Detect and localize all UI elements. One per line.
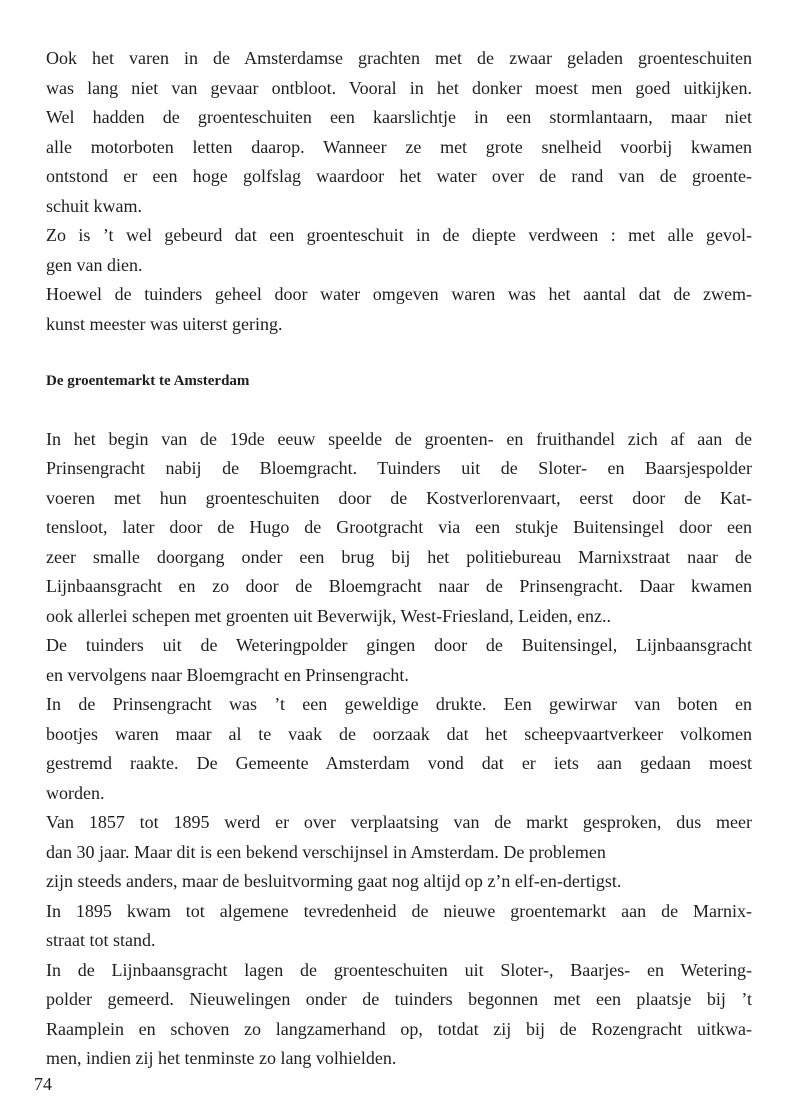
page-body [46,44,752,1074]
text-line: men, indien zij het tenminste zo lang volhielden. [46,1048,397,1068]
paragraph [46,690,752,808]
text-line: Ook het varen in de Amsterdamse grachten met de zwaar geladen groenteschuiten [46,48,752,68]
paragraph [46,44,752,221]
text-line: schuit kwam. [46,195,142,216]
text-line: Raamplein en schoven zo langzamerhand op, totdat zij bij de Rozengracht uitkwa- [46,1018,752,1039]
text-line: De tuinders uit de Weteringpolder gingen door de Buitensingel, Lijnbaansgracht [46,635,752,655]
text-line: gen van dien. [46,254,143,275]
text-line: In de Lijnbaansgracht lagen de groenteschuiten uit Sloter-, Baarjes- en Wetering- [46,959,752,980]
text-line: en vervolgens naar Bloemgracht en Prinsengracht. [46,664,409,685]
text-line: polder gemeerd. Nieuwelingen onder de tuinders begonnen met een plaatsje bij ’t [46,989,752,1009]
paragraph [46,631,752,690]
text-line: Hoewel de tuinders geheel door water omgeven waren was het aantal dat de zwem- [46,284,752,304]
paragraph [46,280,752,339]
text-line: kunst meester was uiterst gering. [46,313,283,334]
text-line: alle motorboten letten daarop. Wanneer ze met grote snelheid voorbij kwamen [46,136,752,157]
paragraph [46,867,752,897]
paragraph [46,221,752,280]
text-line: worden. [46,782,105,803]
text-line: Zo is ’t wel gebeurd dat een groenteschuit in de diepte verdween : met alle gevol- [46,225,752,245]
text-line: Prinsengracht nabij de Bloemgracht. Tuinders uit de Sloter- en Baarsjespolder [46,458,752,478]
text-line: Lijnbaansgracht en zo door de Bloemgracht naar de Prinsengracht. Daar kwamen [46,576,752,596]
text-line: straat tot stand. [46,930,156,950]
text-line: Van 1857 tot 1895 werd er over verplaatsing van de markt gesproken, dus meer [46,812,752,832]
text-line: was lang niet van gevaar ontbloot. Vooral in het donker moest men goed uitkijken. [46,77,752,98]
text-line: In het begin van de 19de eeuw speelde de groenten- en fruithandel zich af aan de [46,428,752,449]
paragraph [46,956,752,1074]
text-line: tensloot, later door de Hugo de Grootgracht via een stukje Buitensingel door een [46,517,752,537]
text-line: gestremd raakte. De Gemeente Amsterdam vond dat er iets aan gedaan moest [46,753,752,773]
text-line: Wel hadden de groenteschuiten een kaarslichtje in een stormlantaarn, maar niet [46,107,752,127]
section-heading: De groentemarkt te Amsterdam [46,373,250,389]
text-line: dan 30 jaar. Maar dit is een bekend verschijnsel in Amsterdam. De problemen [46,841,606,862]
text-line: voeren met hun groenteschuiten door de Kostverlorenvaart, eerst door de Kat- [46,487,752,508]
paragraph [46,808,752,867]
paragraph [46,897,752,956]
text-line: zeer smalle doorgang onder een brug bij het politiebureau Marnixstraat naar de [46,546,752,567]
text-line: In de Prinsengracht was ’t een geweldige drukte. Een gewirwar van boten en [46,694,752,714]
text-line: In 1895 kwam tot algemene tevredenheid de nieuwe groentemarkt aan de Marnix- [46,900,752,921]
text-line: ook allerlei schepen met groenten uit Beverwijk, West-Friesland, Leiden, enz.. [46,605,612,626]
page-number: 74 [34,1074,52,1094]
text-line: zijn steeds anders, maar de besluitvorming gaat nog altijd op z’n elf-en-dertigst. [46,871,622,891]
paragraph [46,425,752,632]
text-line: ontstond er een hoge golfslag waardoor het water over de rand van de groente- [46,166,752,186]
text-line: bootjes waren maar al te vaak de oorzaak dat het scheepvaartverkeer volkomen [46,723,752,744]
